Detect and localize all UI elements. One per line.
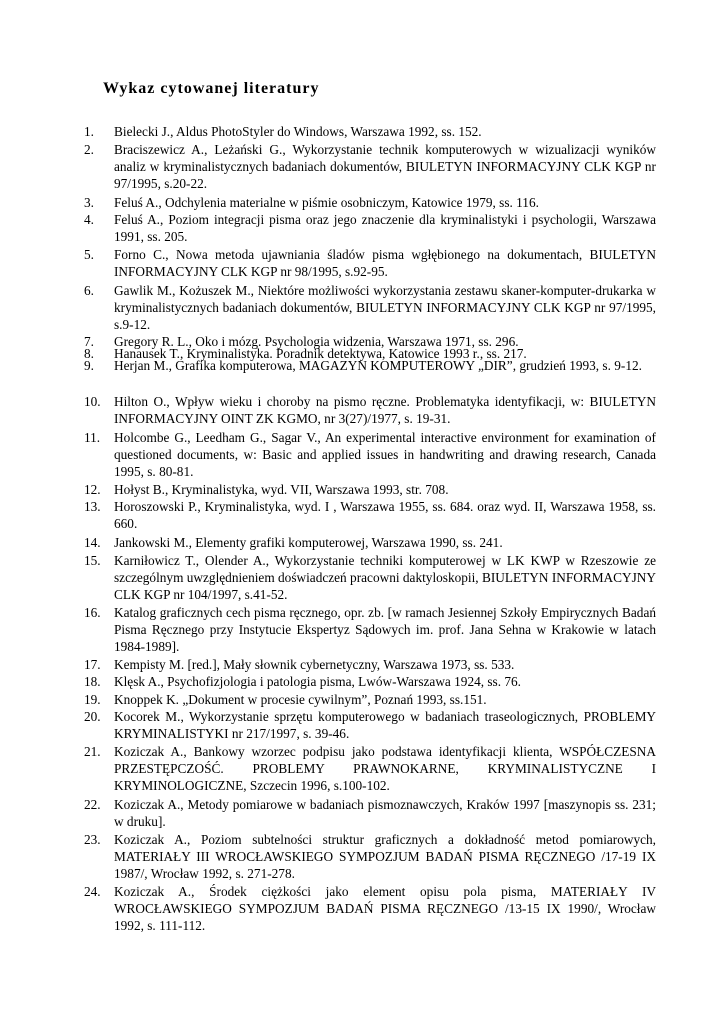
reference-number: 16. [84,605,101,620]
reference-text: Hołyst B., Kryminalistyka, wyd. VII, Warszawa 1993, str. 708. [114,482,449,497]
reference-item [84,141,656,192]
reference-number: 12. [84,482,101,497]
reference-text: Koziczak A., Bankowy wzorzec podpisu jako podstawa identyfikacji klienta, WSPÓŁCZESNA PRZESTĘPCZOŚĆ. PROBLEMY PRAWNOKARNE, KRYMINALISTYCZNE I KRYMINOLOGICZNE, Szczecin 1996, s.100-102. [114,744,656,793]
reference-text: Koziczak A., Poziom subtelności struktur graficznych a dokładność metod pomiarowych, MATERIAŁY III WROCŁAWSKIEGO SYMPOZJUM BADAŃ PISMA RĘCZNEGO /17-19 IX 1987/, Wrocław 1992, s. 271-278. [114,832,656,881]
reference-item [84,673,656,690]
reference-text: Braciszewicz A., Leżański G., Wykorzystanie technik komputerowych w wizualizacji wyników analiz w kryminalistycznych badaniach dokumentów, BIULETYN INFORMACYJNY CLK KGP nr 97/1995, s.20-22. [114,142,656,191]
reference-number: 2. [84,142,94,157]
reference-text: Klęsk A., Psychofizjologia i patologia pisma, Lwów-Warszawa 1924, ss. 76. [114,674,522,689]
reference-item [84,393,656,427]
reference-item [84,552,656,603]
reference-number: 1. [84,124,94,139]
reference-number: 23. [84,832,101,847]
reference-text: Katalog graficznych cech pisma ręcznego, opr. zb. [w ramach Jesiennej Szkoły Empirycznych Badań Pisma Ręcznego przy Instytucie Ekspertyz Sądowych im. prof. Jana Sehna w Krakowie w latach 1984-1989]. [114,605,656,654]
reference-number: 18. [84,674,101,689]
reference-item [84,123,656,140]
reference-item [84,481,656,498]
reference-item [84,883,656,934]
reference-item [84,656,656,673]
reference-number: 11. [84,430,101,445]
reference-text: Feluś A., Odchylenia materialne w piśmie osobniczym, Katowice 1979, ss. 116. [114,195,539,210]
reference-number: 9. [84,358,94,373]
reference-text: Hanausek T., Kryminalistyka. Poradnik detektywa, Katowice 1993 r., ss. 217. [114,346,527,361]
reference-text: Knoppek K. „Dokument w procesie cywilnym”, Poznań 1993, ss.151. [114,692,487,707]
reference-text: Hilton O., Wpływ wieku i choroby na pismo ręczne. Problematyka identyfikacji, w: BIULETYN INFORMACYJNY OINT ZK KGMO, nr 3(27)/1977, s. 19-31. [114,394,656,426]
reference-number: 3. [84,195,94,210]
reference-text: Herjan M., Grafika komputerowa, MAGAZYN KOMPUTEROWY „DIR”, grudzień 1993, s. 9-12. [114,358,642,373]
reference-item [84,282,656,333]
reference-number: 19. [84,692,101,707]
reference-text: Feluś A., Poziom integracji pisma oraz jego znaczenie dla kryminalistyki i psychologii, Warszawa 1991, ss. 205. [114,212,656,244]
reference-item [84,604,656,655]
reference-item [84,498,656,532]
reference-text: Bielecki J., Aldus PhotoStyler do Windows, Warszawa 1992, ss. 152. [114,124,482,139]
reference-number: 21. [84,744,101,759]
reference-text: Karniłowicz T., Olender A., Wykorzystanie techniki komputerowej w LK KWP w Rzeszowie ze szczególnym uwzględnieniem doświadczeń pracowni daktyloskopii, BIULETYN INFORMACYJNY CLK KGP nr 104/1997, s.41-52. [114,553,656,602]
reference-item [84,211,656,245]
reference-item [84,743,656,794]
reference-text: Kempisty M. [red.], Mały słownik cybernetyczny, Warszawa 1973, ss. 533. [114,657,515,672]
reference-item [84,691,656,708]
reference-number: 10. [84,394,101,409]
reference-item [84,194,656,211]
reference-text: Gregory R. L., Oko i mózg. Psychologia widzenia, Warszawa 1971, ss. 296. [114,334,519,349]
reference-number: 22. [84,797,101,812]
reference-text: Forno C., Nowa metoda ujawniania śladów pisma wgłębionego na dokumentach, BIULETYN INFORMACYJNY CLK KGP nr 98/1995, s.92-95. [114,247,656,279]
reference-item [84,357,656,374]
reference-number: 24. [84,884,101,899]
reference-number: 8. [84,346,94,361]
reference-text: Koziczak A., Metody pomiarowe w badaniach pismoznawczych, Kraków 1997 [maszynopis ss. 231; w druku]. [114,797,656,829]
reference-number: 5. [84,247,94,262]
page-title: Wykaz cytowanej literatury [103,80,320,97]
reference-item [84,534,656,551]
reference-text: Koziczak A., Środek ciężkości jako element opisu pola pisma, MATERIAŁY IV WROCŁAWSKIEGO SYMPOZJUM BADAŃ PISMA RĘCZNEGO /13-15 IX 1990/, Wrocław 1992, s. 111-112. [114,884,656,933]
reference-number: 20. [84,709,101,724]
reference-text: Gawlik M., Kożuszek M., Niektóre możliwości wykorzystania zestawu skaner-komputer-drukarka w kryminalistycznych badaniach dokumentów, BIULETYN INFORMACYJNY CLK KGP nr 97/1995, s.9-12. [114,283,656,332]
reference-item [84,708,656,742]
reference-number: 7. [84,334,94,349]
reference-item [84,429,656,480]
reference-text: Kocorek M., Wykorzystanie sprzętu komputerowego w badaniach traseologicznych, PROBLEMY KRYMINALISTYKI nr 217/1997, s. 39-46. [114,709,656,741]
reference-item [84,246,656,280]
reference-number: 6. [84,283,94,298]
reference-number: 13. [84,499,101,514]
reference-text: Horoszowski P., Kryminalistyka, wyd. I , Warszawa 1955, ss. 684. oraz wyd. II, Warszawa 1958, ss. 660. [114,499,656,531]
reference-number: 17. [84,657,101,672]
reference-text: Jankowski M., Elementy grafiki komputerowej, Warszawa 1990, ss. 241. [114,535,503,550]
reference-item [84,831,656,882]
reference-number: 4. [84,212,94,227]
reference-number: 14. [84,535,101,550]
reference-number: 15. [84,553,101,568]
reference-item [84,796,656,830]
reference-text: Holcombe G., Leedham G., Sagar V., An experimental interactive environment for examination of questioned documents, w: Basic and applied issues in handwriting and drawing research, Canada 1995, s. 80-81. [114,430,656,479]
